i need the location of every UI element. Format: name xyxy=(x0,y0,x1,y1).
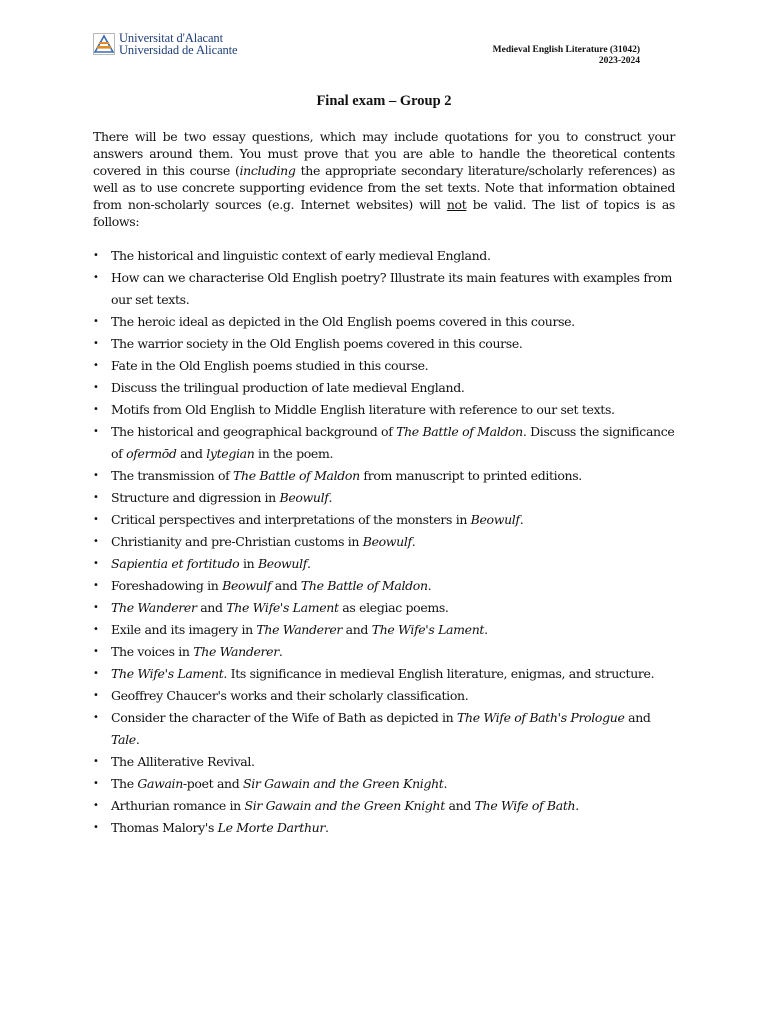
page-title: Final exam – Group 2 xyxy=(316,93,452,109)
bullet-icon: • xyxy=(93,492,99,503)
topic-text: Consider the character of the Wife of Bath as depicted in xyxy=(111,710,458,725)
topic-item xyxy=(93,597,675,619)
topic-item xyxy=(93,377,675,399)
topic-text: . xyxy=(443,776,448,791)
topic-text: Thomas Malory's xyxy=(111,820,218,835)
bullet-icon: • xyxy=(93,580,99,591)
bullet-icon: • xyxy=(93,756,99,767)
topic-text: and xyxy=(624,710,651,725)
topic-item xyxy=(93,399,675,421)
topic-italic-title: The Wanderer xyxy=(256,622,342,637)
course-year: 2023-2024 xyxy=(598,56,640,66)
bullet-icon: • xyxy=(93,668,99,679)
topic-text: The xyxy=(111,776,138,791)
topic-text: Motifs from Old English to Middle English literature with reference to our set texts. xyxy=(111,402,615,417)
topic-text: in xyxy=(239,556,258,571)
topic-italic-title: Beowulf xyxy=(222,578,272,593)
topic-text: . xyxy=(135,732,140,747)
topic-italic-title: The Battle of Maldon xyxy=(233,468,360,483)
intro-italic: including xyxy=(239,162,296,178)
bullet-icon: • xyxy=(93,360,99,371)
topic-text: The Alliterative Revival. xyxy=(111,754,255,769)
bullet-icon: • xyxy=(93,558,99,569)
topic-item xyxy=(93,751,675,773)
topic-italic-title: The Wife of Bath xyxy=(474,798,576,813)
topic-item xyxy=(93,421,675,465)
topic-item xyxy=(93,509,675,531)
topic-text: Fate in the Old English poems studied in this course. xyxy=(111,358,429,373)
topic-item xyxy=(93,531,675,553)
topic-text: and xyxy=(176,446,207,461)
topic-text: . Discuss the significance of xyxy=(111,424,675,461)
topic-text: The voices in xyxy=(111,644,194,659)
topic-item xyxy=(93,333,675,355)
topic-text: and xyxy=(444,798,475,813)
topic-italic-title: The Wife's Lament xyxy=(111,666,224,681)
intro-text-1: There will be two essay questions, which may include quotations for you to construct your answers around them. You must prove that you are able to handle the theoretical contents covered in this course ( xyxy=(93,129,675,178)
topic-italic-title: Sir Gawain and the Green Knight xyxy=(243,776,444,791)
topic-text: and xyxy=(196,600,227,615)
topic-text: Arthurian romance in xyxy=(111,798,245,813)
topic-italic-title: Le Morte Darthur xyxy=(217,820,325,835)
topic-text: The historical and geographical background of xyxy=(111,424,397,439)
topic-italic-title: The Battle of Maldon xyxy=(396,424,523,439)
bullet-icon: • xyxy=(93,316,99,327)
course-title: Medieval English Literature (31042) xyxy=(492,45,640,55)
topic-item xyxy=(93,465,675,487)
topic-item xyxy=(93,707,675,751)
university-logo xyxy=(93,32,238,56)
bullet-icon: • xyxy=(93,404,99,415)
topic-italic-title: The Wife of Bath's Prologue xyxy=(457,710,625,725)
bullet-icon: • xyxy=(93,514,99,525)
topic-item xyxy=(93,685,675,707)
topic-italic-title: Beowulf xyxy=(279,490,329,505)
topic-italic-title: ofermōd xyxy=(126,446,177,461)
intro-underline: not xyxy=(446,196,467,212)
topic-item xyxy=(93,619,675,641)
bullet-icon: • xyxy=(93,470,99,481)
topic-text: The warrior society in the Old English poems covered in this course. xyxy=(111,336,523,351)
topic-text: from manuscript to printed editions. xyxy=(359,468,582,483)
topic-item xyxy=(93,355,675,377)
topic-item xyxy=(93,795,675,817)
topics-list xyxy=(93,245,675,839)
topic-item xyxy=(93,553,675,575)
topic-text: in the poem. xyxy=(254,446,334,461)
course-info xyxy=(493,45,640,67)
topic-text: The heroic ideal as depicted in the Old English poems covered in this course. xyxy=(111,314,575,329)
topic-italic-title: The Wanderer xyxy=(193,644,279,659)
topic-text: -poet and xyxy=(182,776,244,791)
topic-text: Exile and its imagery in xyxy=(111,622,257,637)
topic-text: The historical and linguistic context of early medieval England. xyxy=(111,248,491,263)
topic-text: Geoffrey Chaucer's works and their scholarly classification. xyxy=(111,688,469,703)
topic-text: Christianity and pre-Christian customs in xyxy=(111,534,363,549)
topic-text: as elegiac poems. xyxy=(338,600,449,615)
topic-item xyxy=(93,773,675,795)
topic-text: and xyxy=(271,578,301,593)
topic-italic-title: lytegian xyxy=(206,446,255,461)
topic-italic-title: The Wife's Lament xyxy=(371,622,485,637)
topic-italic-title: The Wife's Lament xyxy=(226,600,339,615)
topic-item xyxy=(93,311,675,333)
topic-text: Structure and digression in xyxy=(111,490,280,505)
topic-text: and xyxy=(342,622,372,637)
topic-text: . xyxy=(324,820,329,835)
topic-text: Critical perspectives and interpretations of the monsters in xyxy=(111,512,471,527)
bullet-icon: • xyxy=(93,250,99,261)
bullet-icon: • xyxy=(93,800,99,811)
topic-item xyxy=(93,575,675,597)
topic-text: . Its significance in medieval English literature, enigmas, and structure. xyxy=(223,666,655,681)
topic-text: . xyxy=(427,578,432,593)
bullet-icon: • xyxy=(93,272,99,283)
university-logo-icon xyxy=(93,33,115,55)
bullet-icon: • xyxy=(93,426,99,437)
bullet-icon: • xyxy=(93,338,99,349)
topic-item xyxy=(93,487,675,509)
topic-text: How can we characterise Old English poetry? Illustrate its main features with examples from our set texts. xyxy=(111,270,672,307)
topic-item xyxy=(93,663,675,685)
topic-text: Foreshadowing in xyxy=(111,578,223,593)
topic-italic-title: Beowulf xyxy=(362,534,412,549)
topic-text: . xyxy=(328,490,333,505)
logo-line-2: Universidad de Alicante xyxy=(119,43,238,57)
bullet-icon: • xyxy=(93,646,99,657)
bullet-icon: • xyxy=(93,778,99,789)
topic-item xyxy=(93,245,675,267)
bullet-icon: • xyxy=(93,382,99,393)
topic-text: . xyxy=(519,512,524,527)
topic-item xyxy=(93,267,675,311)
topic-text: Discuss the trilingual production of late medieval England. xyxy=(111,380,465,395)
topic-italic-title: The Wanderer xyxy=(111,600,197,615)
bullet-icon: • xyxy=(93,712,99,723)
bullet-icon: • xyxy=(93,536,99,547)
intro-paragraph xyxy=(93,129,675,230)
topic-item xyxy=(93,641,675,663)
topic-text: The transmission of xyxy=(111,468,234,483)
topic-italic-title: Tale xyxy=(111,732,136,747)
topic-italic-title: Sapientia et fortitudo xyxy=(111,556,240,571)
topic-italic-title: The Battle of Maldon xyxy=(300,578,428,593)
logo-line-1: Universitat d'Alacant xyxy=(119,31,223,45)
intro-text-2: the appropriate secondary literature/scholarly references) as well as to use concrete supporting evidence from the set texts. Note that information obtained from non-scholarly sources (e.g. Internet websites) will xyxy=(93,162,675,212)
intro-text-3: be valid. The list of topics is as follows: xyxy=(93,196,676,229)
topic-text: . xyxy=(575,798,579,813)
topic-text: . xyxy=(484,622,488,637)
bullet-icon: • xyxy=(93,602,99,613)
bullet-icon: • xyxy=(93,624,99,635)
topic-italic-title: Sir Gawain and the Green Knight xyxy=(244,798,445,813)
topic-item xyxy=(93,817,675,839)
topic-italic-title: Gawain xyxy=(137,776,183,791)
bullet-icon: • xyxy=(93,822,99,833)
topic-italic-title: Beowulf xyxy=(257,556,308,571)
topic-text: . xyxy=(411,534,416,549)
bullet-icon: • xyxy=(93,690,99,701)
topic-text: . xyxy=(278,644,283,659)
topic-italic-title: Beowulf xyxy=(470,512,520,527)
topic-text: . xyxy=(307,556,311,571)
